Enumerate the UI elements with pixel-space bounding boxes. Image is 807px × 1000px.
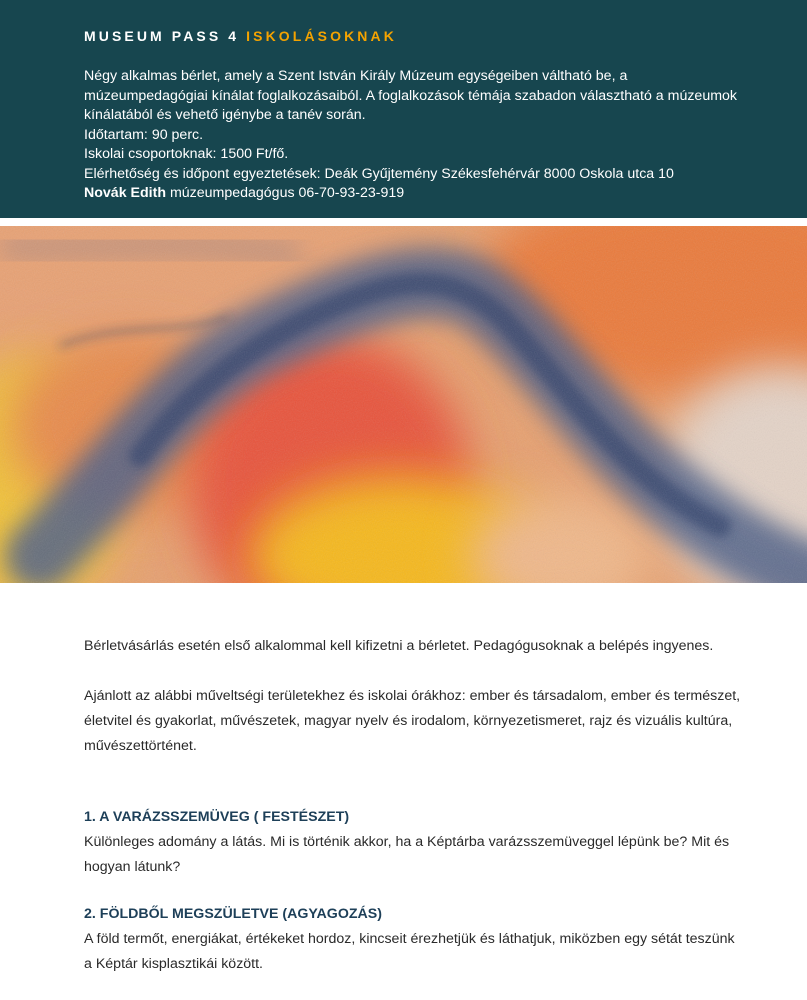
title-main: MUSEUM PASS 4: [84, 28, 247, 44]
section-title: 2. FÖLDBŐL MEGSZÜLETVE (AGYAGOZÁS): [84, 906, 382, 922]
section-text: Különleges adomány a látás. Mi is történik akkor, ha a Képtárba varázsszemüveggel lépünk be? Mit és hogyan látunk?: [84, 834, 730, 875]
page-title: [84, 28, 397, 44]
header-banner: [0, 0, 807, 218]
header-description-block: [84, 67, 744, 204]
duration-text: Időtartam: 90 perc.: [84, 126, 204, 143]
contact-person: [84, 184, 744, 204]
main-content: [84, 634, 744, 977]
contact-role: múzeumpedagógus 06-70-93-23-919: [166, 185, 405, 201]
title-accent: ISKOLÁSOKNAK: [246, 28, 397, 44]
section-text: A föld termőt, energiákat, értékeket hordoz, kincseit érezhetjük és láthatjuk, miközben egy sétát teszünk a Képtár kisplasztikái között.: [84, 931, 735, 972]
price-text: Iskolai csoportoknak: 1500 Ft/fő.: [84, 146, 289, 162]
watercolor-painting-image: [0, 226, 807, 583]
contact-name: Novák Edith: [84, 185, 166, 201]
pass-description: Négy alkalmas bérlet, amely a Szent István Király Múzeum egységeiben váltható be, a múzeumpedagógiai kínálat foglalkozásaiból. A foglalkozások témája szabadon választható a múzeumok kínálatából és vehető igénybe a tanév során.: [84, 68, 738, 123]
section-title: 1. A VARÁZSSZEMÜVEG ( FESTÉSZET): [84, 809, 350, 825]
purchase-info-paragraph: Bérletvásárlás esetén első alkalommal kell kifizetni a bérletet. Pedagógusoknak a belépés ingyenes.: [84, 638, 714, 654]
contact-text: Elérhetőség és időpont egyeztetések: Deák Gyűjtemény Székesfehérvár 8000 Oskola utca 10: [84, 165, 674, 182]
recommended-areas-paragraph: Ajánlott az alábbi műveltségi területekhez és iskolai órákhoz: ember és társadalom, ember és természet, életvitel és gyakorlat, művészetek, magyar nyelv és irodalom, környezetismeret, rajz és vizuális kultúra, művészettörténet.: [84, 688, 741, 754]
program-section: [84, 805, 744, 880]
program-section: [84, 902, 744, 977]
